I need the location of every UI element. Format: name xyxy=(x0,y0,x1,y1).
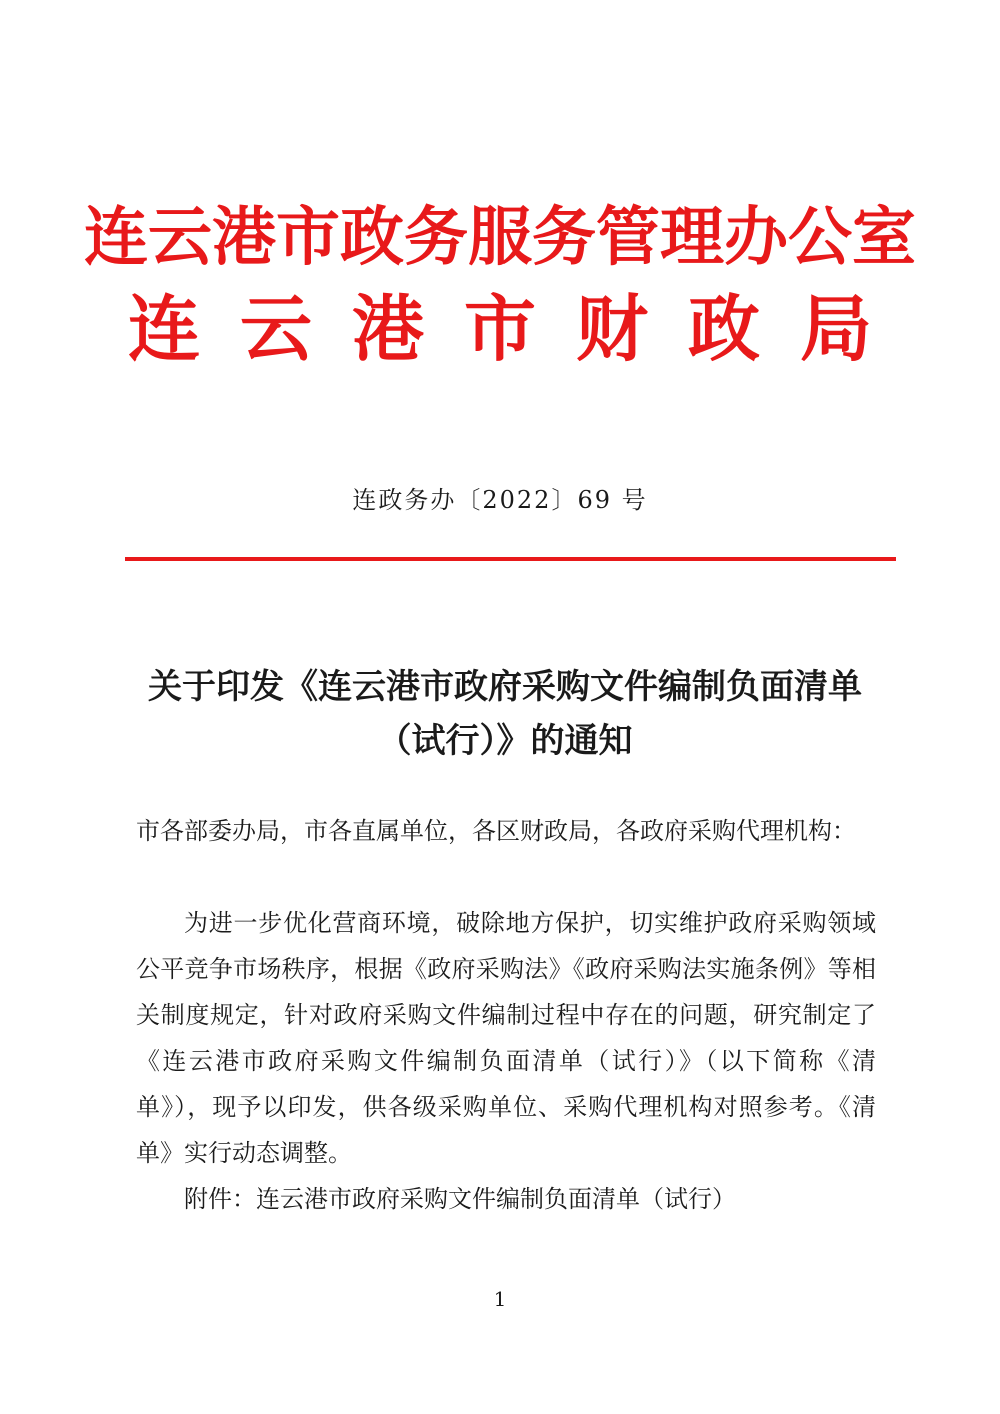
addressee: 市各部委办局，市各直属单位，各区财政局，各政府采购代理机构： xyxy=(136,817,856,845)
red-divider-line xyxy=(125,557,896,561)
issuer-name-finance-bureau: 连云港市财政局 xyxy=(127,286,912,371)
attachment-line: 附件：连云港市政府采购文件编制负面清单（试行） xyxy=(184,1185,736,1213)
document-title: 关于印发《连云港市政府采购文件编制负面清单（试行）》的通知 xyxy=(148,667,862,761)
page-number: 1 xyxy=(493,1287,507,1311)
body-paragraph: 为进一步优化营商环境，破除地方保护，切实维护政府采购领域公平竞争市场秩序，根据《政府采购法》《政府采购法实施条例》等相关制度规定，针对政府采购文件编制过程中存在的问题，研究制定了《连云港市政府采购文件编制负面清单（试行）》（以下简称《清单》），现予以印发，供各级采购单位、采购代理机构对照参考。《清单》实行动态调整。 xyxy=(136,909,876,1167)
issuer-name-office: 连云港市政务服务管理办公室 xyxy=(84,200,916,275)
document-number: 连政务办〔2022〕69 号 xyxy=(352,486,648,514)
